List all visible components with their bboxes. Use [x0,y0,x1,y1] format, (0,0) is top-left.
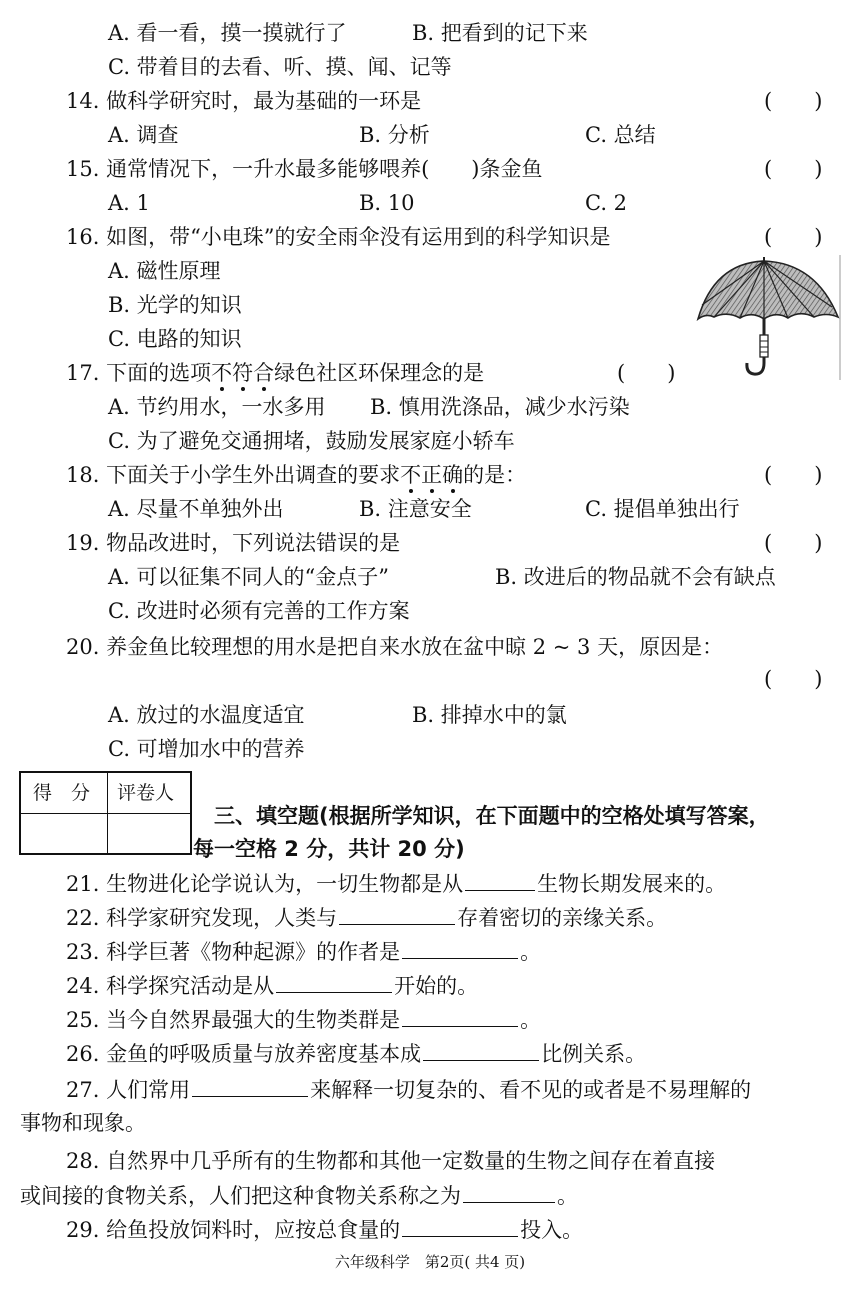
q18-stem-post: 的是： [463,463,527,487]
q25-line [66,1004,541,1035]
q25-text-pre: 25. 当今自然界最强大的生物类群是 [66,1008,401,1032]
score-input-cell[interactable] [21,814,107,855]
q16-stem: 16. 如图，带“小电珠”的安全雨伞没有运用到的科学知识是 [66,225,611,249]
q17-stem-pre: 17. 下面的选项 [66,361,212,385]
q27-line [66,1074,751,1105]
q25-text-post: 。 [520,1008,542,1032]
page-footer: 六年级科学 第2页( 共4 页) [334,1253,526,1271]
q27-line2: 事物和现象。 [20,1111,146,1135]
section3-title-line1: 三、填空题(根据所学知识，在下面题中的空格处填写答案， [214,804,770,828]
q16-answer-paren: ( ) [764,225,823,249]
umbrella-illustration [694,255,842,380]
q19-option-c: C. 改进时必须有完善的工作方案 [108,599,410,623]
q14-option-a: A. 调查 [108,123,179,147]
score-table [19,771,192,855]
q19-stem: 19. 物品改进时，下列说法错误的是 [66,531,401,555]
grader-input-cell[interactable] [108,814,192,855]
q21-blank[interactable] [465,868,535,891]
grader-label: 评卷人 [117,782,175,804]
q20-option-b: B. 排掉水中的氯 [412,703,567,727]
q26-line [66,1038,646,1069]
q27-blank[interactable] [192,1074,308,1097]
q22-blank[interactable] [339,902,455,925]
q20-option-a: A. 放过的水温度适宜 [108,703,305,727]
q23-blank[interactable] [402,936,518,959]
q14-stem: 14. 做科学研究时，最为基础的一环是 [66,89,422,113]
q29-blank[interactable] [402,1214,518,1237]
q19-answer-paren: ( ) [764,531,823,555]
q18-option-c: C. 提倡单独出行 [585,497,740,521]
q26-text-pre: 26. 金鱼的呼吸质量与放养密度基本成 [66,1042,422,1066]
q26-text-post: 比例关系。 [541,1042,647,1066]
q22-line [66,902,667,933]
q17-answer-paren: ( ) [617,361,676,385]
q18-stem [66,460,526,490]
q18-answer-paren: ( ) [764,463,823,487]
q15-option-c: C. 2 [585,191,628,215]
q22-text-pre: 22. 科学家研究发现，人类与 [66,906,338,930]
q21-text-pre: 21. 生物进化论学说认为，一切生物都是从 [66,872,464,896]
q24-text-pre: 24. 科学探究活动是从 [66,974,275,998]
q17-stem-post: 绿色社区环保理念的是 [274,361,485,385]
q22-text-post: 存着密切的亲缘关系。 [457,906,668,930]
q23-text-pre: 23. 科学巨著《物种起源》的作者是 [66,940,401,964]
q18-stem-pre: 18. 下面关于小学生外出调查的要求 [66,463,401,487]
q17-option-b: B. 慎用洗涤品，减少水污染 [370,395,630,419]
q24-text-post: 开始的。 [394,974,479,998]
q17-stem-emphasis: 不符合 [211,361,275,385]
q24-line [66,970,478,1001]
q15-option-a: A. 1 [108,191,150,215]
q18-stem-emphasis: 不正确 [400,463,464,487]
q20-answer-paren: ( ) [764,667,823,691]
q20-stem: 20. 养金鱼比较理想的用水是把自来水放在盆中晾 2 ~ 3 天，原因是： [66,635,724,659]
q28-text-pre: 或间接的食物关系，人们把这种食物关系称之为 [20,1184,461,1208]
q13-option-b: B. 把看到的记下来 [412,21,588,45]
q17-stem [66,358,484,388]
q16-option-a: A. 磁性原理 [108,259,221,283]
q29-line [66,1214,583,1245]
q28-line1: 28. 自然界中几乎所有的生物都和其他一定数量的生物之间存在着直接 [66,1149,716,1173]
q16-option-c: C. 电路的知识 [108,327,242,351]
q18-option-a: A. 尽量不单独外出 [108,497,284,521]
score-label: 得 分 [33,782,91,804]
q28-blank[interactable] [463,1180,555,1203]
q17-option-c: C. 为了避免交通拥堵，鼓励发展家庭小轿车 [108,429,515,453]
q17-option-a: A. 节约用水，一水多用 [108,395,326,419]
q27-text-pre: 27. 人们常用 [66,1078,191,1102]
q24-blank[interactable] [276,970,392,993]
q16-option-b: B. 光学的知识 [108,293,242,317]
q13-option-c: C. 带着目的去看、听、摸、闻、记等 [108,55,452,79]
q15-answer-paren: ( ) [764,157,823,181]
q15-stem: 15. 通常情况下，一升水最多能够喂养( )条金鱼 [66,157,543,181]
q26-blank[interactable] [423,1038,539,1061]
section3-title-line2: 每一空格 2 分，共计 20 分) [193,837,465,861]
q23-line [66,936,541,967]
q19-option-a: A. 可以征集不同人的“金点子” [108,565,389,589]
q21-text-post: 生物长期发展来的。 [537,872,727,896]
q18-option-b: B. 注意安全 [359,497,472,521]
q25-blank[interactable] [402,1004,518,1027]
q14-option-c: C. 总结 [585,123,656,147]
q19-option-b: B. 改进后的物品就不会有缺点 [495,565,776,589]
q20-option-c: C. 可增加水中的营养 [108,737,305,761]
q13-option-a: A. 看一看，摸一摸就行了 [108,21,347,45]
q21-line [66,868,726,899]
q14-option-b: B. 分析 [359,123,430,147]
q29-text-post: 投入。 [520,1218,584,1242]
q15-option-b: B. 10 [359,191,415,215]
q14-answer-paren: ( ) [764,89,823,113]
q28-text-post: 。 [557,1184,578,1208]
q23-text-post: 。 [520,940,542,964]
q27-text-post: 来解释一切复杂的、看不见的或者是不易理解的 [310,1078,752,1102]
q29-text-pre: 29. 给鱼投放饲料时，应按总食量的 [66,1218,401,1242]
q28-line2 [20,1180,578,1211]
